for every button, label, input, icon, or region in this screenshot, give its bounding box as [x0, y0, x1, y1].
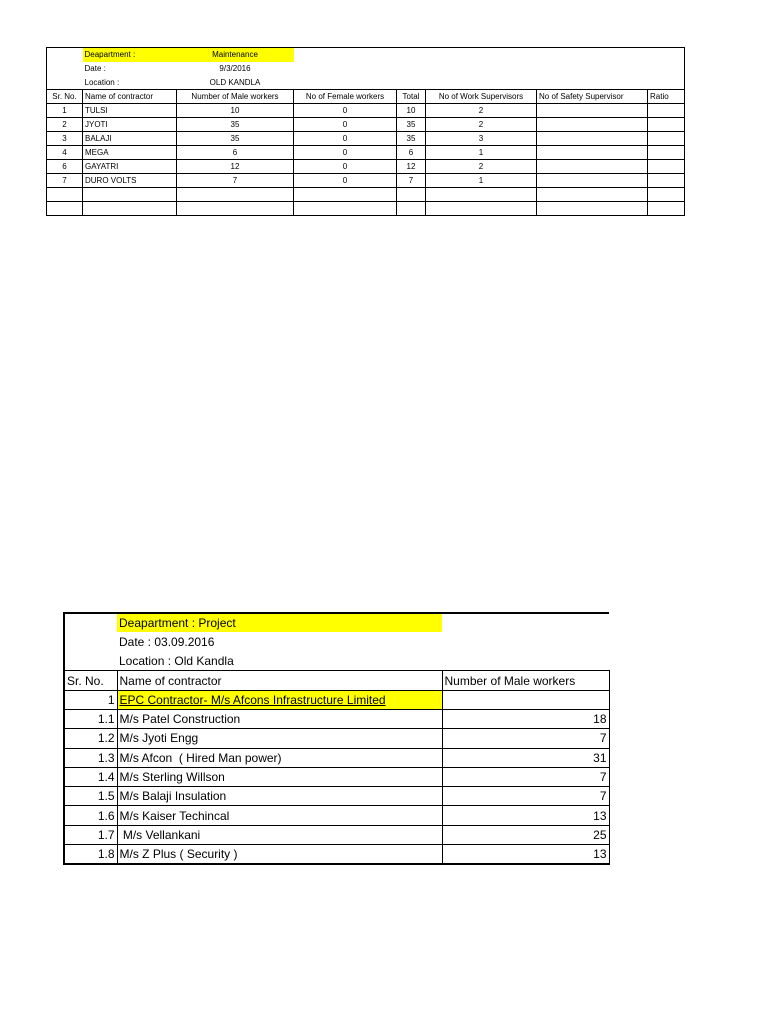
location-row [64, 652, 609, 671]
header-work-supervisors: No of Work Supervisors [426, 90, 537, 104]
cell-safety-supervisor [537, 118, 648, 132]
table-row [64, 729, 609, 748]
cell-male: 7 [442, 767, 609, 786]
cell-male: 7 [177, 174, 294, 188]
cell-sr-no: 3 [47, 132, 83, 146]
cell-contractor: M/s Kaiser Techincal [117, 806, 442, 825]
cell-ratio [648, 174, 685, 188]
cell-ratio [648, 118, 685, 132]
cell-contractor: TULSI [83, 104, 177, 118]
department-row [47, 48, 685, 62]
table-row [64, 787, 609, 806]
cell-sr-no: 7 [47, 174, 83, 188]
cell-sr-no: 1.4 [64, 767, 117, 786]
cell-contractor: DURO VOLTS [83, 174, 177, 188]
cell-work-supervisors: 2 [426, 160, 537, 174]
header-male-workers: Number of Male workers [442, 671, 609, 690]
table-row [64, 748, 609, 767]
main-contractor-row [64, 690, 609, 709]
location-text: Location : Old Kandla [119, 653, 234, 668]
cell-work-supervisors: 3 [426, 132, 537, 146]
cell-work-supervisors: 1 [426, 174, 537, 188]
cell-sr-no: 6 [47, 160, 83, 174]
cell-male: 35 [177, 118, 294, 132]
department-value: Maintenance [177, 48, 294, 62]
main-contractor-name: EPC Contractor- M/s Afcons Infrastructure Limited [117, 690, 442, 709]
table-row [64, 845, 609, 865]
department-title: Deapartment : Project [117, 613, 442, 632]
date-label: Date : [84, 64, 106, 73]
cell-male: 10 [177, 104, 294, 118]
cell-sr-no: 1.8 [64, 845, 117, 865]
header-ratio: Ratio [648, 90, 685, 104]
cell-contractor: GAYATRI [83, 160, 177, 174]
table-row [64, 806, 609, 825]
cell-total: 35 [397, 132, 426, 146]
cell-contractor: BALAJI [83, 132, 177, 146]
department-row [64, 613, 609, 632]
cell-female: 0 [294, 174, 397, 188]
cell-sr-no: 1.2 [64, 729, 117, 748]
cell-total: 6 [397, 146, 426, 160]
cell-female: 0 [294, 132, 397, 146]
date-value: 9/3/2016 [219, 64, 251, 73]
cell-male: 7 [442, 729, 609, 748]
header-safety-supervisor: No of Safety Supervisor [537, 90, 648, 104]
cell-work-supervisors: 1 [426, 146, 537, 160]
project-table [63, 612, 610, 865]
cell-female: 0 [294, 104, 397, 118]
cell-male: 35 [177, 132, 294, 146]
cell-male: 25 [442, 825, 609, 844]
header-sr-no: Sr. No. [64, 671, 117, 690]
cell-safety-supervisor [537, 160, 648, 174]
date-row [47, 62, 685, 76]
date-row [64, 632, 609, 651]
cell-sr-no: 4 [47, 146, 83, 160]
cell-ratio [648, 132, 685, 146]
location-value: OLD KANDLA [209, 77, 261, 87]
cell-male [442, 690, 609, 709]
table-row [47, 104, 685, 118]
cell-male: 31 [442, 748, 609, 767]
table-row [64, 767, 609, 786]
cell-total: 12 [397, 160, 426, 174]
cell-contractor: M/s Vellankani [117, 825, 442, 844]
cell-sr-no: 1.5 [64, 787, 117, 806]
cell-contractor: M/s Z Plus ( Security ) [117, 845, 442, 865]
table-row [64, 825, 609, 844]
column-header-row [64, 671, 609, 690]
empty-row [47, 202, 685, 216]
table-row [64, 709, 609, 728]
cell-sr-no: 1.7 [64, 825, 117, 844]
header-sr-no: Sr. No. [47, 90, 83, 104]
department-label: Deapartment : [83, 48, 177, 62]
location-row [47, 76, 685, 90]
table-row [47, 132, 685, 146]
table-row [47, 146, 685, 160]
table-row [47, 174, 685, 188]
cell-safety-supervisor [537, 146, 648, 160]
table-row [47, 118, 685, 132]
cell-sr-no: 1.3 [64, 748, 117, 767]
cell-male: 13 [442, 806, 609, 825]
cell-contractor: M/s Jyoti Engg [117, 729, 442, 748]
header-contractor: Name of contractor [117, 671, 442, 690]
header-male-workers: Number of Male workers [177, 90, 294, 104]
header-total: Total [397, 90, 426, 104]
cell-safety-supervisor [537, 104, 648, 118]
table-row [47, 160, 685, 174]
cell-total: 7 [397, 174, 426, 188]
cell-ratio [648, 160, 685, 174]
cell-work-supervisors: 2 [426, 104, 537, 118]
cell-safety-supervisor [537, 132, 648, 146]
cell-female: 0 [294, 118, 397, 132]
cell-contractor: M/s Balaji Insulation [117, 787, 442, 806]
empty-row [47, 188, 685, 202]
cell-contractor: M/s Patel Construction [117, 709, 442, 728]
location-label: Location : [84, 77, 120, 87]
cell-ratio [648, 146, 685, 160]
cell-male: 13 [442, 845, 609, 865]
cell-work-supervisors: 2 [426, 118, 537, 132]
maintenance-table [46, 47, 685, 216]
cell-male: 6 [177, 146, 294, 160]
cell-sr-no: 1.6 [64, 806, 117, 825]
cell-male: 12 [177, 160, 294, 174]
cell-sr-no: 2 [47, 118, 83, 132]
cell-total: 35 [397, 118, 426, 132]
cell-female: 0 [294, 146, 397, 160]
header-female-workers: No of Female workers [294, 90, 397, 104]
cell-total: 10 [397, 104, 426, 118]
cell-sr-no: 1.1 [64, 709, 117, 728]
header-contractor: Name of contractor [83, 90, 177, 104]
cell-ratio [648, 104, 685, 118]
cell-contractor: M/s Afcon ( Hired Man power) [117, 748, 442, 767]
cell-sr-no: 1 [47, 104, 83, 118]
cell-sr-no: 1 [64, 690, 117, 709]
cell-contractor: MEGA [83, 146, 177, 160]
cell-safety-supervisor [537, 174, 648, 188]
cell-contractor: JYOTI [83, 118, 177, 132]
cell-female: 0 [294, 160, 397, 174]
cell-contractor: M/s Sterling Willson [117, 767, 442, 786]
cell-male: 18 [442, 709, 609, 728]
date-text: Date : 03.09.2016 [119, 634, 215, 649]
cell-male: 7 [442, 787, 609, 806]
column-header-row [47, 90, 685, 104]
